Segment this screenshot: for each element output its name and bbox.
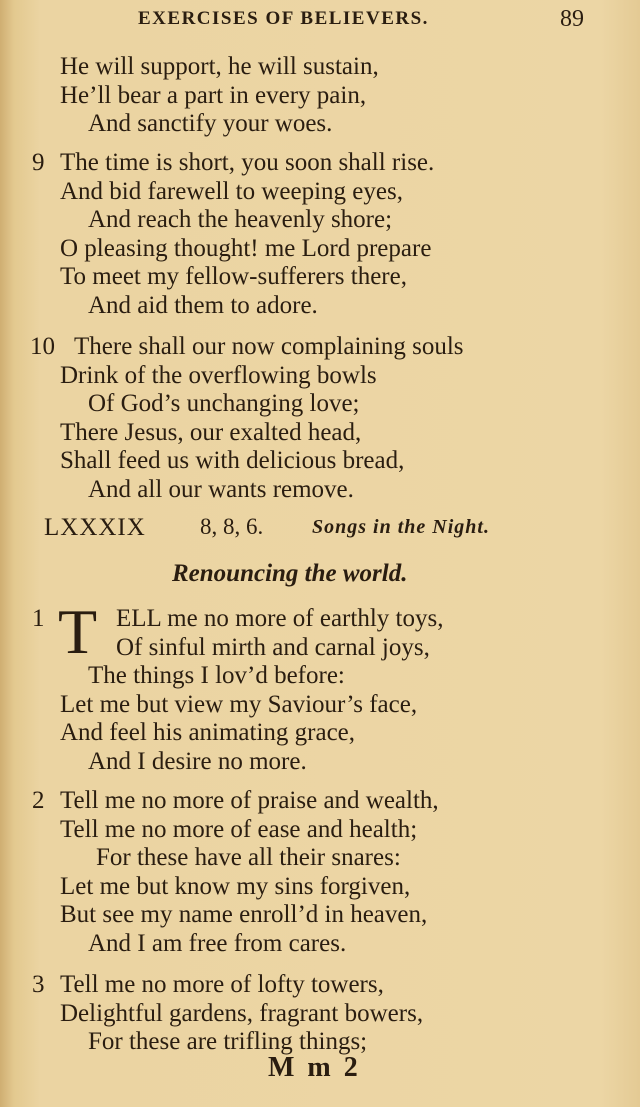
verse-line: The things I lov’d before: [88, 662, 345, 690]
verse-line: He’ll bear a part in every pain, [60, 81, 367, 109]
hymn-source: Songs in the Night. [312, 516, 490, 538]
hymn-meter: 8, 8, 6. [200, 514, 264, 539]
verse-line: Tell me no more of praise and wealth, [60, 787, 439, 814]
verse-line: Tell me no more of lofty towers, [60, 971, 384, 998]
verse-line: For these have all their snares: [96, 844, 401, 872]
stanza-number: 3 [32, 971, 45, 998]
verse-line: But see my name enroll’d in heaven, [60, 901, 428, 929]
verse-line: And reach the heavenly shore; [88, 206, 393, 234]
verse-line: And I desire no more. [88, 748, 307, 775]
verse-line: Let me but view my Saviour’s face, [60, 690, 418, 718]
stanza-number: 2 [32, 787, 45, 814]
signature-mark: M m 2 [268, 1052, 361, 1083]
verse-line: Let me but know my sins forgiven, [60, 872, 411, 900]
verse-line: To meet my fellow-sufferers there, [60, 263, 407, 291]
stanza-number: 1 [32, 605, 45, 632]
verse-line: And sanctify your woes. [88, 110, 333, 138]
verse-line: Shall feed us with delicious bread, [60, 447, 405, 475]
verse-line: O pleasing thought! me Lord prepare [60, 234, 432, 262]
hymn-number: LXXXIX [44, 514, 146, 541]
verse-line: There shall our now complaining souls [74, 333, 464, 360]
verse-line: For these are trifling things; [88, 1028, 368, 1056]
verse-line: He will support, he will sustain, [60, 53, 379, 80]
verse-line: And bid farewell to weeping eyes, [60, 177, 403, 205]
verse-line: Of sinful mirth and carnal joys, [116, 633, 430, 661]
hymn-title: Renouncing the world. [172, 560, 408, 587]
stanza-number: 9 [32, 149, 45, 176]
drop-cap: T [58, 596, 98, 667]
verse-line: And aid them to adore. [88, 292, 318, 319]
verse-line: The time is short, you soon shall rise. [60, 149, 435, 176]
verse-line: Delightful gardens, fragrant bowers, [60, 999, 424, 1027]
page-number: 89 [560, 6, 584, 32]
verse-line: Drink of the overflowing bowls [60, 361, 377, 389]
verse-line: There Jesus, our exalted head, [60, 418, 362, 446]
page-header [0, 6, 640, 36]
verse-line: And feel his animating grace, [60, 719, 356, 747]
verse-line: Of God’s unchanging love; [88, 390, 360, 418]
verse-line: And all our wants remove. [88, 476, 354, 503]
hymn-heading [0, 514, 640, 548]
stanza-number: 10 [30, 333, 55, 360]
verse-line: ELL me no more of earthly toys, [116, 605, 444, 632]
verse-line: Tell me no more of ease and health; [60, 815, 418, 843]
running-head: EXERCISES OF BELIEVERS. [138, 8, 429, 29]
verse-line: And I am free from cares. [88, 930, 347, 957]
